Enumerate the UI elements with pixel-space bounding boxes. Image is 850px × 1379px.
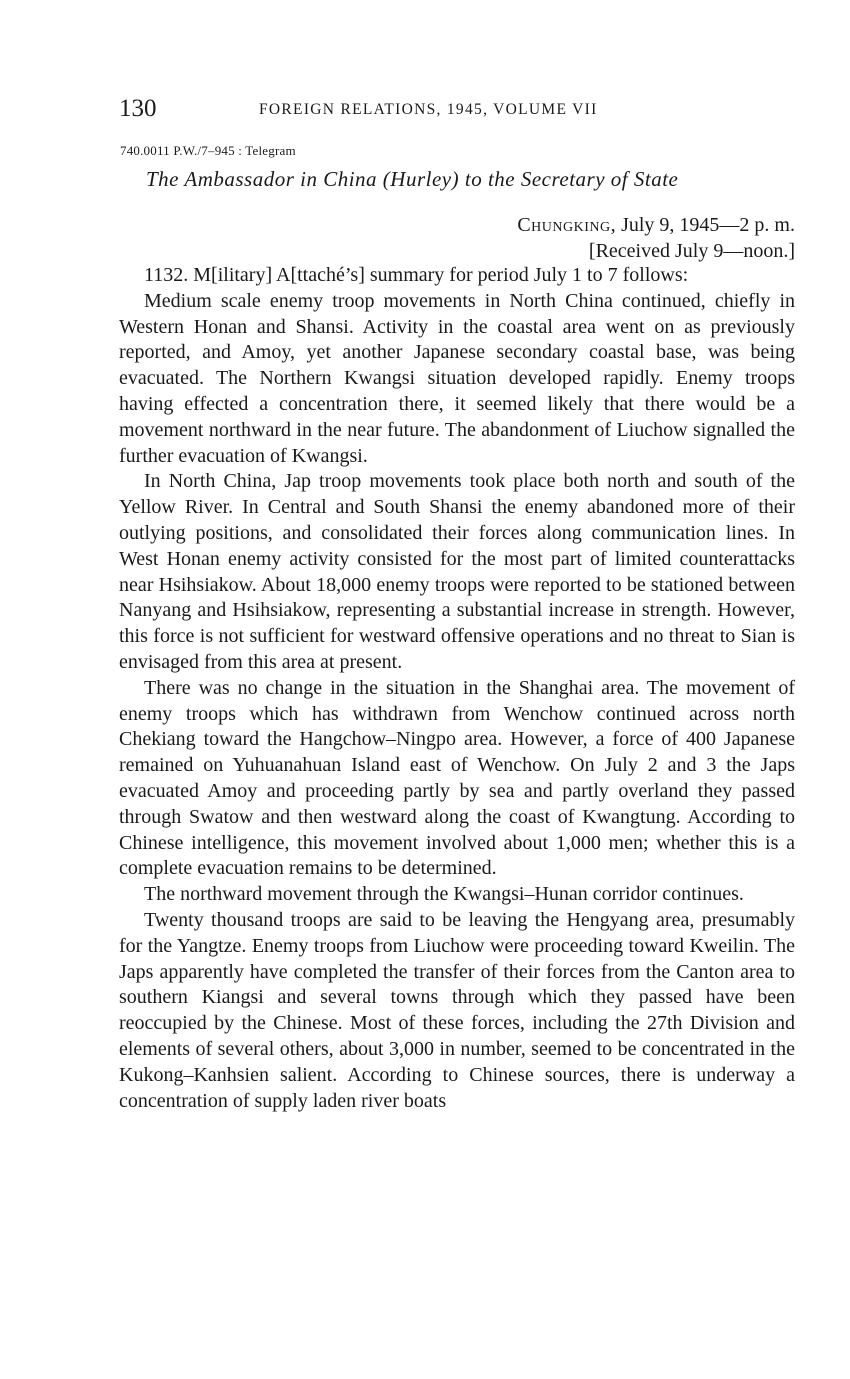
paragraph-shanghai: There was no change in the situation in the Shanghai area. The movement of enemy troops which has withdrawn from Wenchow continued across north Chekiang toward the Hangchow–Ningpo area. However, a force of 400 Japanese remained on Yuhuanahuan Island east of Wenchow. On July 2 and 3 the Japs evacuated Amoy and proceeding partly by sea and partly overland they passed through Swatow and then westward along the coast of Kwangtung. According to Chinese intelligence, this movement involved about 1,000 men; whether this is a complete evacuation remains to be determined. xyxy=(119,676,795,880)
dateline-place: Chungking, xyxy=(517,214,617,236)
dateline-date: July 9, 1945—2 p. m. xyxy=(616,214,795,236)
received-note: [Received July 9—noon.] xyxy=(588,240,795,262)
paragraph-summary: Medium scale enemy troop movements in North China continued, chiefly in Western Honan and Shansi. Activity in the coastal area went on as previously reported, and Amoy, yet another Japanese secondary coastal base, was being evacuated. The Northern Kwangsi situation developed rapidly. Enemy troops having effected a concentration there, it seemed likely that there would be a movement northward in the near future. The abandonment of Liuchow signalled the further evacuation of Kwangsi. xyxy=(119,289,795,467)
paragraph-hengyang: Twenty thousand troops are said to be leaving the Hengyang area, presumably for the Yangtze. Enemy troops from Liuchow were proceeding toward Kweilin. The Japs apparently have completed the transfer of their forces from the Canton area to southern Kiangsi and several towns through which they passed have been reoccupied by the Chinese. Most of these forces, including the 27th Division and elements of several others, about 3,000 in number, seemed to be concentrated in the Kukong–Kanhsien salient. According to Chinese sources, there is underway a concentration of supply laden river boats xyxy=(119,908,795,1112)
paragraph-intro: 1132. M[ilitary] A[ttaché’s] summary for period July 1 to 7 follows: xyxy=(144,264,689,286)
telegram-body xyxy=(119,263,795,1114)
paragraph-corridor: The northward movement through the Kwangsi–Hunan corridor continues. xyxy=(144,883,744,906)
page-number: 130 xyxy=(119,95,157,122)
running-head xyxy=(119,94,795,126)
paragraph-north-china: In North China, Jap troop movements took place both north and south of the Yellow River. In Central and South Shansi the enemy abandoned more of their outlying positions, and consolidated their forces along communication lines. In West Honan enemy activity consisted for the most part of limited counterattacks near Hsihsiakow. About 18,000 enemy troops were reported to be stationed between Nanyang and Hsihsiakow, representing a substantial increase in strength. However, this force is not sufficient for westward offensive operations and no threat to Sian is envisaged from this area at present. xyxy=(119,470,795,673)
file-reference: 740.0011 P.W./7–945 : Telegram xyxy=(120,143,296,158)
running-head-title: FOREIGN RELATIONS, 1945, VOLUME VII xyxy=(259,101,598,118)
dateline xyxy=(517,212,795,238)
document-title: The Ambassador in China (Hurley) to the Secretary of State xyxy=(146,167,679,191)
